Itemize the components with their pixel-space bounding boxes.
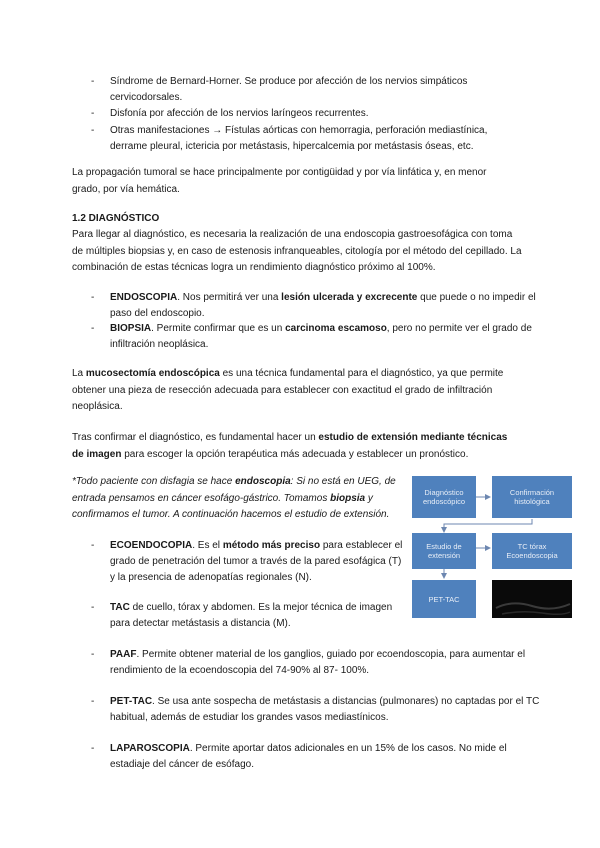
term-paaf: PAAF — [110, 649, 137, 660]
bullet-dash: - — [91, 292, 95, 303]
bullet-dash: - — [91, 125, 95, 136]
bullet-dash: - — [91, 649, 95, 660]
intro-line-2: de múltiples biopsias y, en caso de estenosis infranqueables, citología por el método del cepillado. La — [72, 245, 522, 257]
bullet-dash: - — [91, 602, 95, 613]
endoscopic-image — [492, 580, 572, 618]
diagram-box-diagnostico-label: Diagnóstico endoscópico — [422, 488, 466, 506]
extension-highlight: estudio de extensión mediante técnicas — [318, 432, 508, 443]
note-line-2c: y — [365, 492, 373, 504]
bullet-dash: - — [91, 696, 95, 707]
propagation-line-1: La propagación tumoral se hace principalmente por contigüidad y por vía linfática y, en menor — [72, 167, 487, 178]
term-laparoscopia: LAPAROSCOPIA — [110, 743, 190, 754]
mucosectomia-line-2: obtener una pieza de resección adecuada para establecer con exactitud el grado de infiltración — [72, 384, 493, 396]
bullet-dash: - — [91, 108, 95, 119]
ecoendoscopia-line-3: y la presencia de adenopatías regionales (N). — [110, 572, 312, 583]
diagram-box-estudio — [412, 533, 476, 569]
mucosectomia-text-c: es una técnica fundamental para el diagnóstico, ya que permite — [219, 368, 504, 379]
bullet-dash: - — [91, 743, 95, 754]
diagram-box-pet-tac — [412, 580, 476, 618]
pettac-text-a: . Se usa ante sospecha de metástasis a distancias (pulmonares) no captadas por el TC — [152, 696, 540, 707]
note-text-c: : Si no está en UEG, de — [290, 476, 396, 487]
mucosectomia-line-3: neoplásica. — [72, 401, 123, 412]
term-biopsia: BIOPSIA — [110, 323, 152, 334]
laparoscopia-line-2: estadiaje del cáncer de esófago. — [110, 759, 254, 770]
arrow-2-3 — [444, 519, 532, 532]
pettac-line-2: habitual, además de estudiar los grandes vasos mediastínicos. — [110, 712, 389, 723]
ecoendoscopia-text-c: para establecer el — [320, 540, 403, 551]
term-ecoendoscopia: ECOENDOCOPIA — [110, 540, 193, 551]
intro-line-3: combinación de estas técnicas logra un rendimiento diagnóstico próximo al 100%. — [72, 262, 436, 273]
horner-line-1: Síndrome de Bernard-Horner. Se produce por afección de los nervios simpáticos — [110, 76, 468, 87]
note-text-a: *Todo paciente con disfagia se hace — [72, 476, 236, 487]
term-pet-tac: PET-TAC — [110, 696, 153, 707]
biopsia-text-c: , pero no permite ver el grado de — [386, 323, 532, 334]
ecoendoscopia-highlight: método más preciso — [222, 540, 321, 551]
extension-text-c: para escoger la opción terapéutica más adecuada y establecer un pronóstico. — [121, 448, 469, 460]
bullet-dash: - — [91, 540, 95, 551]
diagram-box-tc-torax-label: TC tórax Ecoendoscopia — [506, 542, 558, 560]
endoscopia-text-a: . Nos permitirá ver una — [177, 292, 282, 303]
biopsia-highlight: carcinoma escamoso — [285, 323, 387, 334]
mucosectomia-text-a: La — [72, 368, 86, 379]
biopsia-line-2: infiltración neoplásica. — [110, 339, 209, 350]
otras-line-1: Otras manifestaciones → Fístulas aórticas con hemorragia, perforación mediastínica, — [110, 125, 488, 136]
otras-line-2: derrame pleural, ictericia por metástasis, hipercalcemia por metástasis óseas, etc. — [110, 141, 474, 152]
endoscopic-image-graphic — [492, 580, 572, 618]
disfonia-text: Disfonía por afección de los nervios laríngeos recurrentes. — [110, 108, 369, 119]
paaf-text-a: . Permite obtener material de los ganglios, guiado por ecoendoscopia, para aumentar el — [136, 649, 526, 660]
note-line-3: confirmamos el tumor. A continuación hacemos el estudio de extensión. — [72, 509, 390, 520]
biopsia-text-a: . Permite confirmar que es un — [151, 323, 286, 334]
intro-line-1: Para llegar al diagnóstico, es necesaria la realización de una endoscopia gastroesofágica con toma — [72, 229, 513, 240]
endoscopia-highlight: lesión ulcerada y excrecente — [281, 292, 418, 303]
diagram-box-diagnostico — [412, 476, 476, 518]
note-highlight-2: biopsia — [330, 492, 366, 504]
endoscopia-text-c: que puede o no impedir el — [417, 292, 536, 303]
paaf-line-2: rendimiento de la ecoendoscopia del 74-90% al 87- 100%. — [110, 665, 370, 676]
note-highlight: endoscopia — [235, 476, 291, 487]
laparoscopia-text-a: . Permite aportar datos adicionales en un 15% de los casos. No mide el — [189, 743, 507, 754]
term-tac: TAC — [110, 602, 130, 613]
extension-highlight-2: de imagen — [72, 448, 122, 460]
term-endoscopia: ENDOSCOPIA — [110, 292, 178, 303]
diagram-box-confirmacion — [492, 476, 572, 518]
endoscopia-line-2: paso del endoscopio. — [110, 308, 205, 319]
ecoendoscopia-text-a: . Es el — [192, 540, 223, 551]
bullet-dash: - — [91, 323, 95, 334]
mucosectomia-highlight: mucosectomía endoscópica — [85, 368, 220, 379]
diagram-box-pet-tac-label: PET-TAC — [428, 594, 460, 604]
diagram-box-estudio-label: Estudio de extensión — [426, 542, 462, 560]
bullet-dash: - — [91, 76, 95, 87]
ecoendoscopia-line-2: grado de penetración del tumor a través de la pared esofágica (T) — [110, 556, 402, 567]
tac-text-a: de cuello, tórax y abdomen. Es la mejor técnica de imagen — [129, 602, 393, 613]
note-line-2a: entrada pensamos en cáncer esofágo-gástrico. Tomamos — [72, 492, 331, 504]
extension-text-a: Tras confirmar el diagnóstico, es fundamental hacer un — [72, 432, 319, 443]
diagram-box-confirmacion-label: Confirmación histológica — [509, 488, 555, 506]
horner-line-2: cervicodorsales. — [110, 92, 183, 103]
propagation-line-2: grado, por vía hemática. — [72, 183, 180, 195]
section-title: 1.2 DIAGNÓSTICO — [72, 213, 160, 224]
tac-line-2: para detectar metástasis a distancia (M). — [110, 618, 291, 629]
diagram-box-tc-torax — [492, 533, 572, 569]
